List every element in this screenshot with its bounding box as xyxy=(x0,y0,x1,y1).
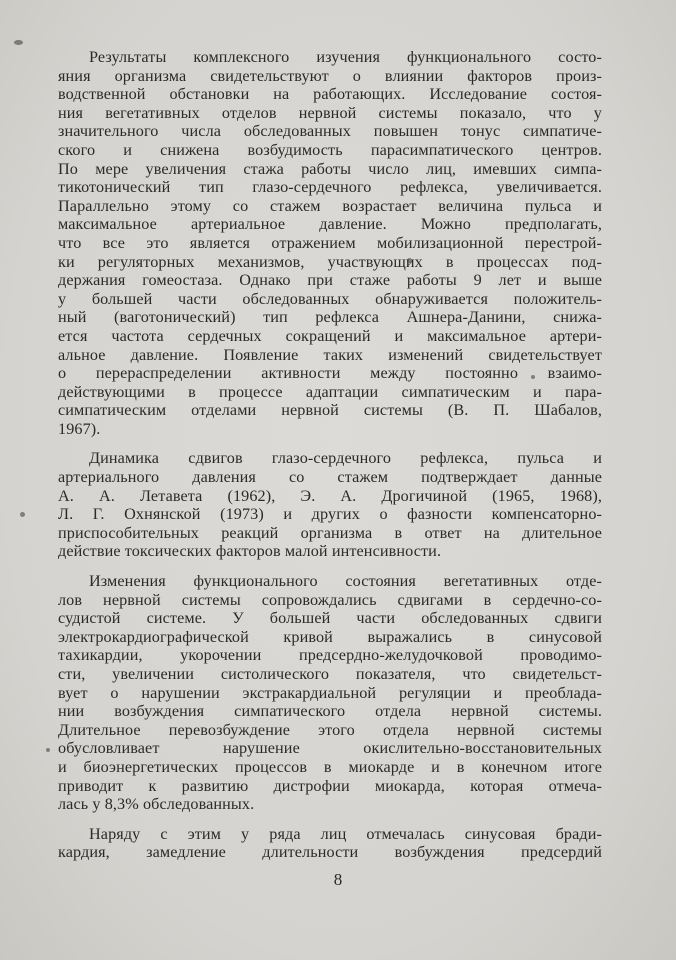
text-line: ется частота сердечных сокращений и максимальное артери- xyxy=(58,326,602,345)
text-line: ния вегетативных отделов нервной системы показало, что у xyxy=(58,103,602,122)
page-number: 8 xyxy=(333,870,343,889)
text-line: Длительное перевозбуждение этого отдела нервной системы xyxy=(58,720,602,739)
text-line: яния организма свидетельствуют о влиянии факторов произ- xyxy=(58,66,602,85)
paragraph-3 xyxy=(58,572,602,814)
text-line: альное давление. Появление таких изменений свидетельствует xyxy=(58,345,602,364)
text-line: А. А. Летавета (1962), Э. А. Дрогичиной (1965, 1968), xyxy=(58,486,602,505)
text-line: тикотонический тип глазо-сердечного рефлекса, увеличивается. xyxy=(58,178,602,197)
text-line: лась у 8,3% обследованных. xyxy=(58,795,255,814)
paragraph-2 xyxy=(58,449,602,561)
text-line: нии возбуждения симпатического отдела нервной системы. xyxy=(58,702,602,721)
text-line: водственной обстановки на работающих. Исследование состоя- xyxy=(58,85,602,104)
text-line: и биоэнергетических процессов в миокарде и в конечном итоге xyxy=(58,757,602,776)
ink-smudge xyxy=(14,40,23,45)
text-line: тахикардии, укорочении предсердно-желудочковой проводимо- xyxy=(58,646,602,665)
text-line: ки регуляторных механизмов, участвующих в процессах под- xyxy=(58,252,602,271)
text-line: лов нервной системы сопровождались сдвигами в сердечно-со- xyxy=(58,590,602,609)
text-line: сти, увеличении систолического показателя, что свидетельст- xyxy=(58,665,602,683)
text-line: значительного числа обследованных повышен тонус симпатиче- xyxy=(58,122,602,141)
text-line: симпатическим отделами нервной системы (В. П. Шабалов, xyxy=(58,401,602,420)
text-line: приводит к развитию дистрофии миокарда, которая отмеча- xyxy=(58,776,602,795)
text-line: ный (ваготонический) тип рефлекса Ашнера-Данини, снижа- xyxy=(58,308,602,327)
text-line: вует о нарушении экстракардиальной регуляции и преоблада- xyxy=(58,683,602,702)
text-line: Изменения функционального состояния вегетативных отде- xyxy=(89,572,602,591)
ink-smudge xyxy=(46,748,50,752)
text-line: По мере увеличения стажа работы число лиц, имевших симпа- xyxy=(58,159,602,178)
text-line: электрокардиографической кривой выражались в синусовой xyxy=(58,627,602,646)
text-line: кардия, замедление длительности возбуждения предсердий xyxy=(58,843,602,862)
text-line: действие токсических факторов малой интенсивности. xyxy=(58,542,442,561)
paragraph-1 xyxy=(58,48,602,438)
text-line: Л. Г. Охнянской (1973) и других о фазности компенсаторно- xyxy=(58,505,602,524)
text-line: Динамика сдвигов глазо-сердечного рефлекса, пульса и xyxy=(89,449,602,468)
text-line: судистой системе. У большей части обследованных сдвиги xyxy=(58,609,602,628)
paragraph-4 xyxy=(58,825,602,862)
text-line: приспособительных реакций организма в ответ на длительное xyxy=(58,523,602,542)
body-text xyxy=(58,48,602,873)
text-line: что все это является отражением мобилизационной перестрой- xyxy=(58,233,602,252)
text-line: 1967). xyxy=(58,419,101,438)
text-line: артериального давления со стажем подтверждает данные xyxy=(58,468,602,487)
text-line: у большей части обследованных обнаруживается положитель- xyxy=(58,289,602,308)
text-line: Параллельно этому со стажем возрастает величина пульса и xyxy=(58,196,602,215)
text-line: обусловливает нарушение окислительно-восстановительных xyxy=(58,739,602,758)
text-line: ского и снижена возбудимость парасимпатического центров. xyxy=(58,140,602,159)
text-line: держания гомеостаза. Однако при стаже работы 9 лет и выше xyxy=(58,271,602,290)
text-line: действующими в процессе адаптации симпатическим и пара- xyxy=(58,382,602,401)
text-line: о перераспределении активности между постоянно взаимо- xyxy=(58,364,602,383)
ink-smudge xyxy=(20,512,25,517)
text-line: Наряду с этим у ряда лиц отмечалась синусовая бради- xyxy=(89,824,602,843)
text-line: максимальное артериальное давление. Можно предполагать, xyxy=(58,215,602,234)
text-line: Результаты комплексного изучения функционального состо- xyxy=(89,48,602,66)
